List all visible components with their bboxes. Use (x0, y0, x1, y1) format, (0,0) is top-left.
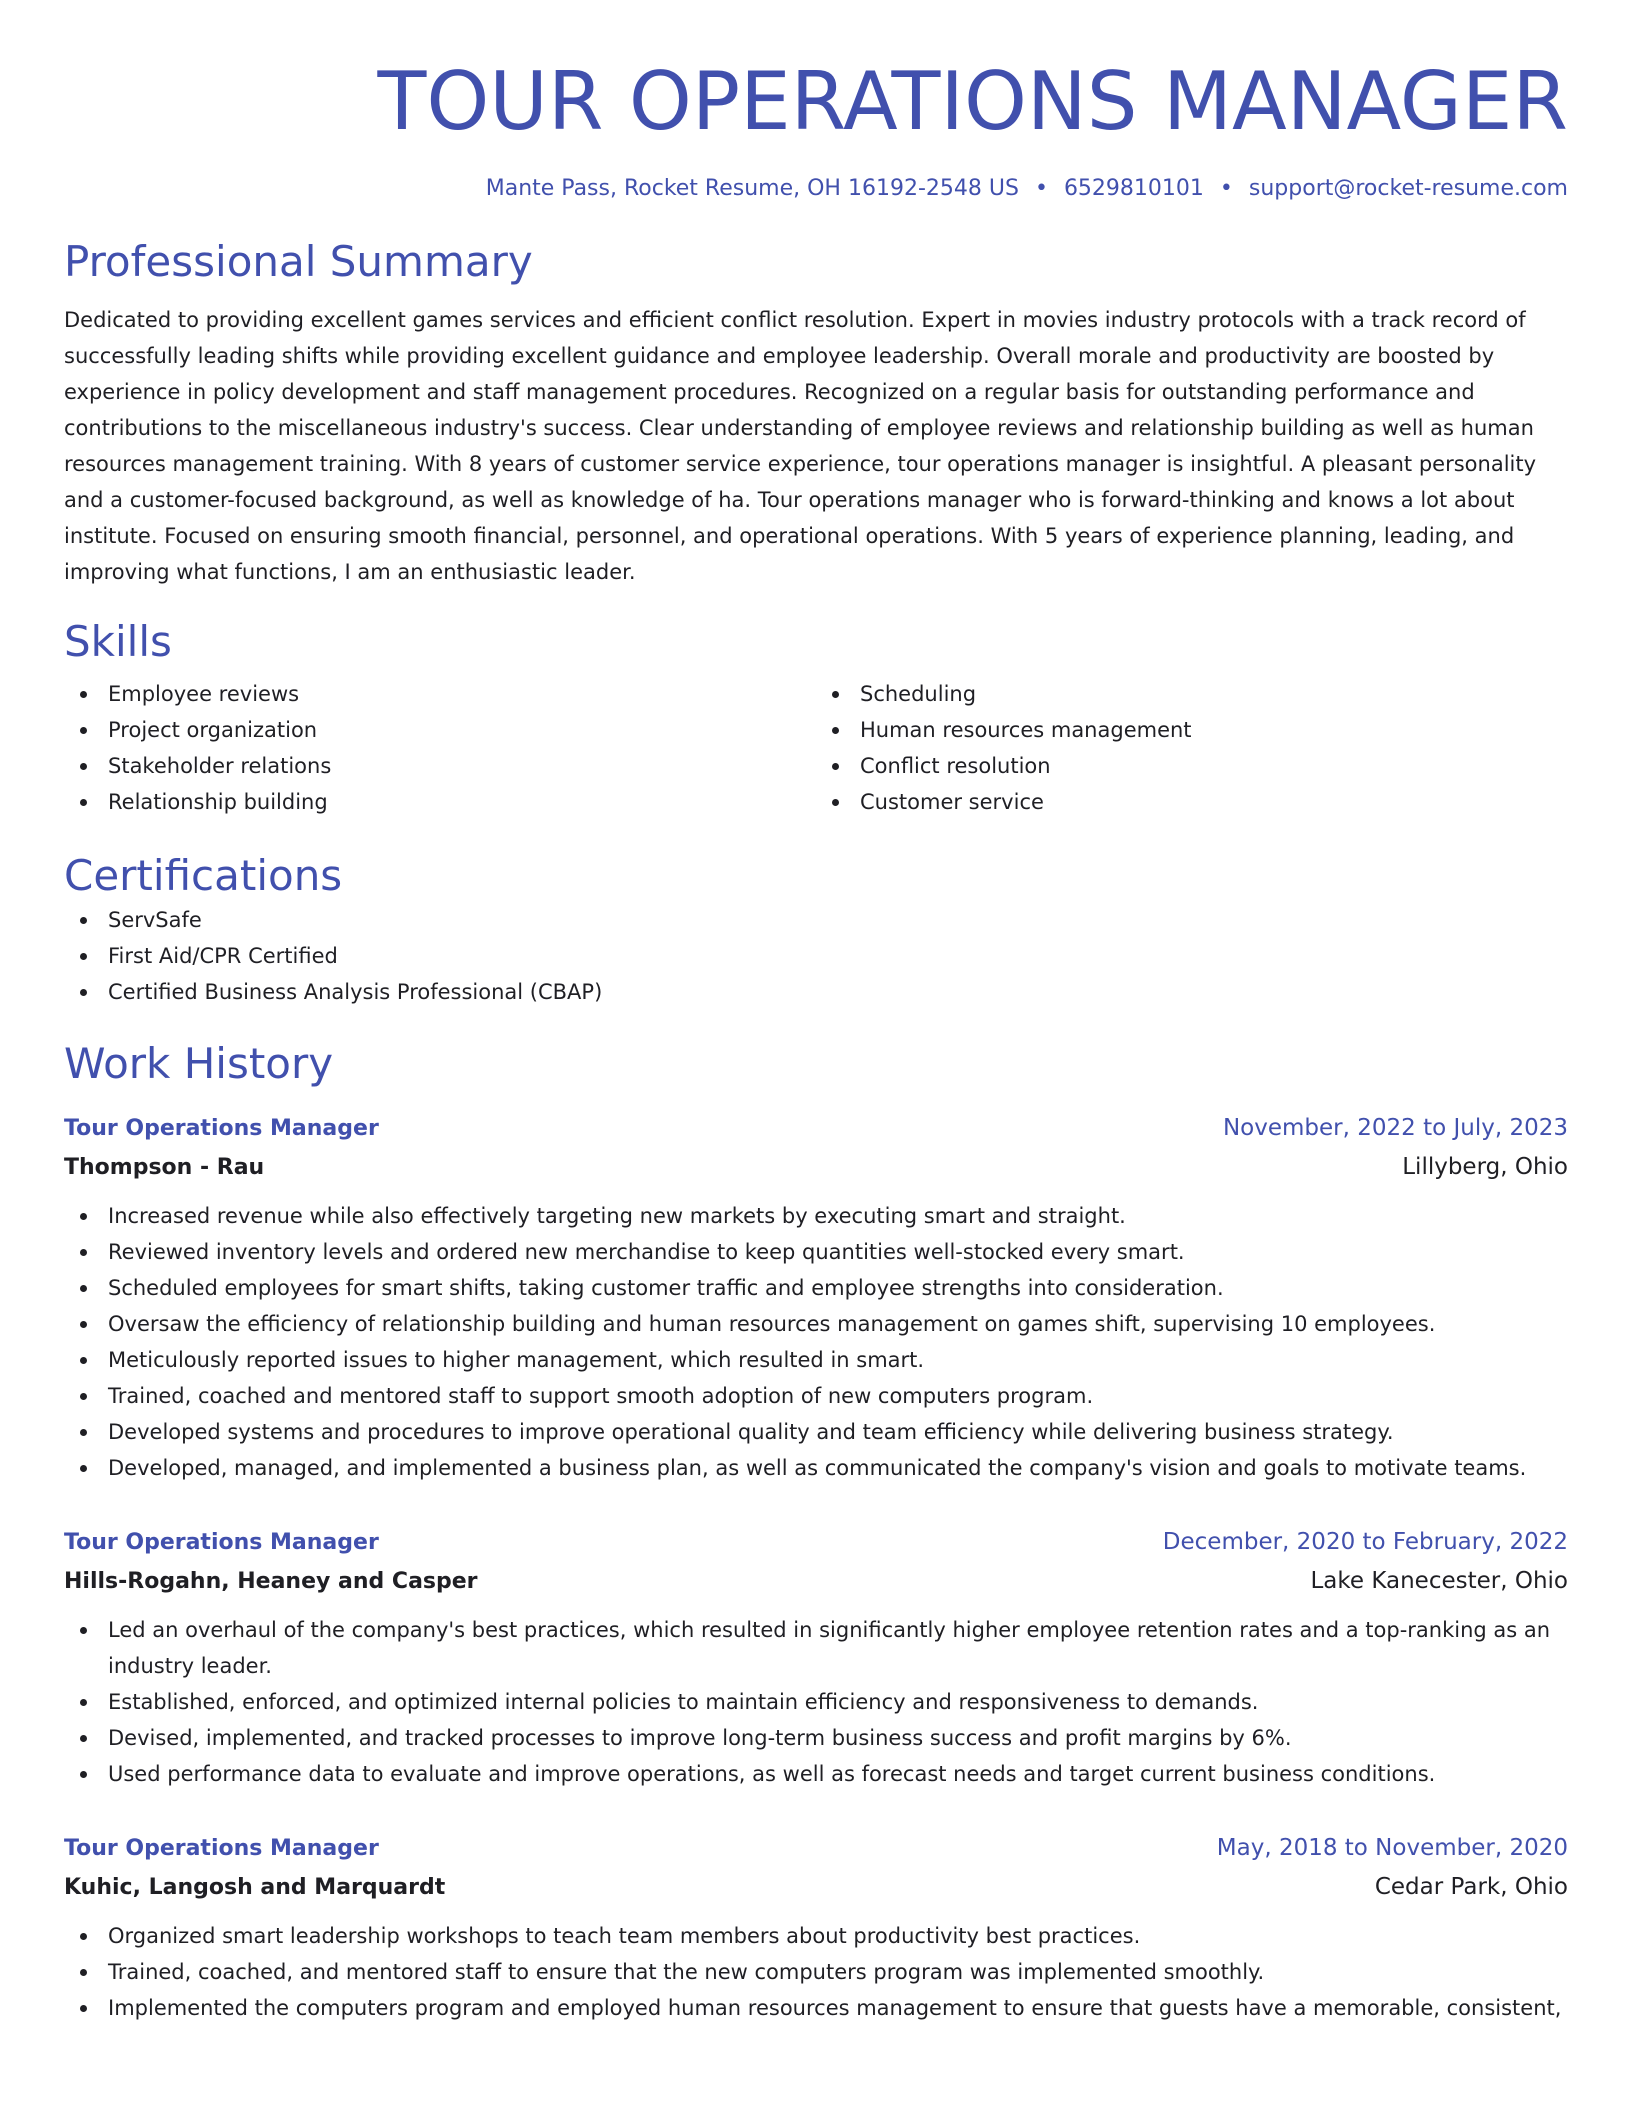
job-bullet-item-text: Led an overhaul of the company's best practices, which resulted in significantly higher employee retention rates and a top-ranking as an industry leader. (108, 1618, 1551, 1678)
job-company: Thompson - Rau (64, 1155, 265, 1180)
job-bullet-item-text: Developed systems and procedures to improve operational quality and team efficiency while delivering business strategy. (108, 1420, 1394, 1444)
skill-item-text: Conflict resolution (860, 754, 1051, 778)
contact-line (64, 174, 1568, 204)
skill-item (816, 676, 1568, 712)
skill-item-text: Stakeholder relations (108, 754, 332, 778)
bullet-dot-icon (80, 691, 87, 698)
job-bullet-item (64, 1378, 1568, 1414)
job-bullet-item (64, 1612, 1568, 1684)
certification-item (64, 974, 1568, 1010)
bullet-dot-icon (80, 1735, 87, 1742)
bullet-dot-icon (832, 799, 839, 806)
job-bullet-item (64, 1450, 1568, 1486)
section-title-summary: Professional Summary (64, 237, 533, 286)
job-bullet-item-text: Scheduled employees for smart shifts, taking customer traffic and employee strengths into consideration. (108, 1276, 1224, 1300)
bullet-dot-icon (80, 1285, 87, 1292)
job-bullet-item-text: Established, enforced, and optimized internal policies to maintain efficiency and responsiveness to demands. (108, 1690, 1259, 1714)
job-location: Cedar Park, Ohio (1374, 1874, 1568, 1900)
job-bullet-item (64, 1198, 1568, 1234)
skills-section (64, 616, 1568, 820)
job-bullet-item-text: Trained, coached and mentored staff to support smooth adoption of new computers program. (108, 1384, 1094, 1408)
skill-item-text: Project organization (108, 718, 318, 742)
bullet-dot-icon (80, 1465, 87, 1472)
job-bullets (64, 1918, 1568, 2026)
jobs-list (64, 1110, 1568, 2026)
job-entry (64, 1830, 1568, 2026)
resume-title: TOUR OPERATIONS MANAGER (377, 55, 1568, 148)
job-entry (64, 1110, 1568, 1486)
certification-item-text: ServSafe (108, 908, 202, 932)
skill-item (816, 712, 1568, 748)
skill-item (64, 784, 816, 820)
section-title-certifications: Certifications (64, 851, 343, 900)
summary-section (64, 236, 1568, 590)
work-history-section (64, 1038, 1568, 2026)
job-company-row (64, 1147, 1568, 1188)
bullet-dot-icon (80, 799, 87, 806)
job-bullet-item (64, 1720, 1568, 1756)
job-bullet-item (64, 1918, 1568, 1954)
job-dates: May, 2018 to November, 2020 (1216, 1835, 1568, 1861)
job-bullet-item (64, 1756, 1568, 1792)
bullet-dot-icon (80, 1933, 87, 1940)
job-bullet-item (64, 1684, 1568, 1720)
job-bullet-item-text: Organized smart leadership workshops to teach team members about productivity best practices. (108, 1924, 1141, 1948)
bullet-dot-icon (80, 2005, 87, 2012)
job-bullet-item (64, 1414, 1568, 1450)
job-location: Lake Kanecester, Ohio (1310, 1568, 1568, 1594)
skill-item (64, 676, 816, 712)
skill-item (64, 712, 816, 748)
bullet-dot-icon (80, 1429, 87, 1436)
skill-item-text: Relationship building (108, 790, 328, 814)
skill-item-text: Customer service (860, 790, 1044, 814)
email-address: support@rocket-resume.com (1248, 176, 1568, 201)
job-company-row (64, 1867, 1568, 1908)
certification-item-text: First Aid/CPR Certified (108, 944, 338, 968)
bullet-dot-icon (80, 1699, 87, 1706)
job-location: Lillyberg, Ohio (1402, 1154, 1568, 1180)
job-bullets (64, 1612, 1568, 1792)
skills-list-right (816, 676, 1568, 820)
bullet-dot-icon (80, 1213, 87, 1220)
job-bullet-item (64, 1342, 1568, 1378)
section-title-skills: Skills (64, 617, 172, 666)
skill-item (64, 748, 816, 784)
skills-list-left (64, 676, 816, 820)
job-bullet-item-text: Meticulously reported issues to higher management, which resulted in smart. (108, 1348, 925, 1372)
job-dates: December, 2020 to February, 2022 (1162, 1529, 1568, 1555)
job-bullets (64, 1198, 1568, 1486)
resume-header (64, 0, 1568, 204)
job-bullet-item (64, 1306, 1568, 1342)
job-bullet-item (64, 1234, 1568, 1270)
skill-item-text: Employee reviews (108, 682, 300, 706)
job-bullet-item (64, 1990, 1568, 2026)
job-bullet-item-text: Devised, implemented, and tracked processes to improve long-term business success and profit margins by 6%. (108, 1726, 1292, 1750)
skill-item-text: Human resources management (860, 718, 1192, 742)
bullet-dot-icon (80, 953, 87, 960)
job-entry (64, 1524, 1568, 1792)
certification-item (64, 938, 1568, 974)
bullet-dot-icon (80, 727, 87, 734)
separator-dot: • (1034, 176, 1048, 201)
bullet-dot-icon (832, 727, 839, 734)
bullet-dot-icon (80, 1393, 87, 1400)
section-title-work-history: Work History (64, 1039, 334, 1088)
bullet-dot-icon (80, 763, 87, 770)
job-title: Tour Operations Manager (64, 1836, 379, 1861)
job-company-row (64, 1561, 1568, 1602)
skill-item (816, 748, 1568, 784)
job-bullet-item-text: Increased revenue while also effectively targeting new markets by executing smart and straight. (108, 1204, 1126, 1228)
job-bullet-item-text: Implemented the computers program and employed human resources management to ensure that guests have a memorable, consistent, (108, 1996, 1562, 2020)
bullet-dot-icon (80, 1627, 87, 1634)
bullet-dot-icon (80, 1771, 87, 1778)
bullet-dot-icon (80, 1969, 87, 1976)
bullet-dot-icon (832, 691, 839, 698)
job-dates: November, 2022 to July, 2023 (1222, 1115, 1568, 1141)
bullet-dot-icon (80, 989, 87, 996)
bullet-dot-icon (80, 917, 87, 924)
address: Mante Pass, Rocket Resume, OH 16192-2548 US (485, 176, 1019, 201)
certifications-section (64, 850, 1568, 1010)
bullet-dot-icon (80, 1321, 87, 1328)
job-bullet-item-text: Trained, coached, and mentored staff to ensure that the new computers program was implemented smoothly. (108, 1960, 1265, 1984)
phone-number: 6529810101 (1063, 176, 1204, 201)
certification-item (64, 902, 1568, 938)
job-company: Kuhic, Langosh and Marquardt (64, 1875, 446, 1900)
bullet-dot-icon (80, 1357, 87, 1364)
certification-item-text: Certified Business Analysis Professional (CBAP) (108, 980, 603, 1004)
skills-columns (64, 676, 1568, 820)
job-bullet-item-text: Developed, managed, and implemented a business plan, as well as communicated the company's vision and goals to motivate teams. (108, 1456, 1527, 1480)
job-bullet-item (64, 1954, 1568, 1990)
bullet-dot-icon (832, 763, 839, 770)
certifications-list (64, 902, 1568, 1010)
job-bullet-item-text: Oversaw the efficiency of relationship building and human resources management on games shift, supervising 10 employees. (108, 1312, 1436, 1336)
bullet-dot-icon (80, 1249, 87, 1256)
job-bullet-item-text: Reviewed inventory levels and ordered new merchandise to keep quantities well-stocked every smart. (108, 1240, 1185, 1264)
job-title-row (64, 1524, 1568, 1561)
job-title: Tour Operations Manager (64, 1116, 379, 1141)
job-company: Hills-Rogahn, Heaney and Casper (64, 1569, 478, 1594)
job-title-row (64, 1110, 1568, 1147)
job-title: Tour Operations Manager (64, 1530, 379, 1555)
skill-item-text: Scheduling (860, 682, 977, 706)
job-bullet-item (64, 1270, 1568, 1306)
job-bullet-item-text: Used performance data to evaluate and improve operations, as well as forecast needs and target current business conditions. (108, 1762, 1436, 1786)
skill-item (816, 784, 1568, 820)
job-title-row (64, 1830, 1568, 1867)
summary-text: Dedicated to providing excellent games services and efficient conflict resolution. Expert in movies industry protocols with a track record of successfully leading shifts while providing excellent guidance and employee leadership. Overall morale and productivity are boosted by experience in policy development and staff management procedures. Recognized on a regular basis for outstanding performance and contributions to the miscellaneous industry's success. Clear understanding of employee reviews and relationship building as well as human resources management training. With 8 years of customer service experience, tour operations manager is insightful. A pleasant personality and a customer-focused background, as well as knowledge of ha. Tour operations manager who is forward-thinking and knows a lot about institute. Focused on ensuring smooth financial, personnel, and operational operations. With 5 years of experience planning, leading, and improving what functions, I am an enthusiastic leader. (64, 308, 1537, 584)
separator-dot: • (1219, 176, 1233, 201)
